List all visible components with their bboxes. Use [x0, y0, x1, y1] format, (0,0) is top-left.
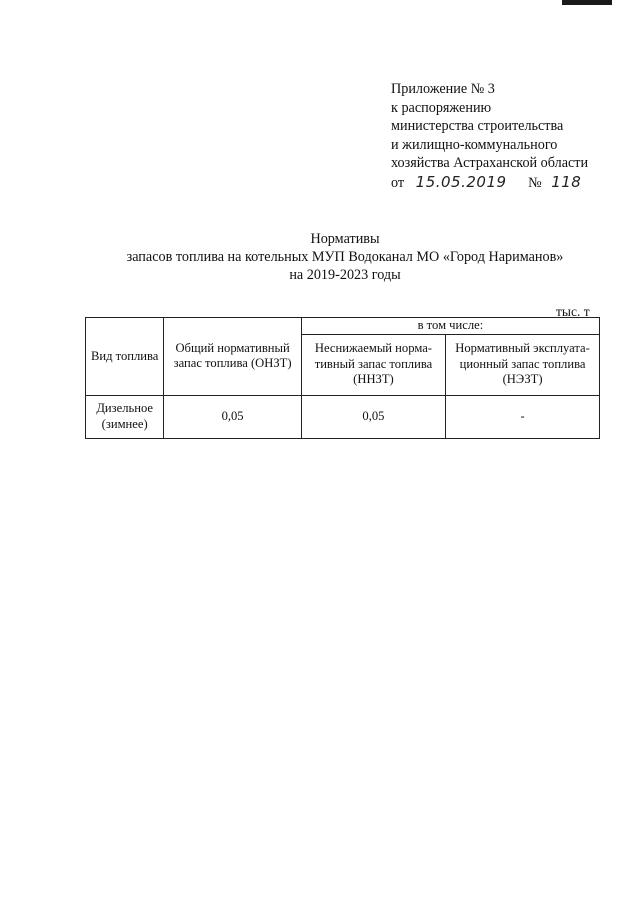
handwritten-date: 15.05.2019 [415, 172, 507, 191]
title-line: на 2019-2023 годы [289, 267, 401, 283]
appendix-line: и жилищно-коммунального [391, 136, 558, 153]
header-total-reserve: Общий нормативный запас топлива (ОНЗТ) [164, 318, 301, 396]
title-line: запасов топлива на котельных МУП Водоканал МО «Город Нариманов» [126, 249, 564, 265]
document-title [90, 230, 600, 284]
cell-nezt: - [446, 395, 600, 438]
date-prefix: от [391, 174, 405, 191]
appendix-line: хозяйства Астраханской области [391, 155, 589, 171]
appendix-date-line [391, 173, 588, 193]
header-nezt: Нормативный эксплуата-ционный запас топлива (НЭЗТ) [446, 334, 600, 395]
cell-total: 0,05 [164, 395, 301, 438]
table-row [86, 395, 600, 438]
number-prefix: № [528, 174, 542, 191]
header-nnzt: Неснижаемый норма-тивный запас топлива (ННЗТ) [301, 334, 445, 395]
title-line: Нормативы [310, 231, 380, 247]
handwritten-number: 118 [551, 172, 582, 191]
appendix-line: Приложение № 3 [391, 81, 495, 97]
units-label: тыс. т [556, 304, 590, 319]
header-including: в том числе: [301, 318, 599, 335]
header-fuel-type: Вид топлива [86, 318, 164, 396]
appendix-line: министерства строительства [391, 118, 564, 134]
appendix-block [391, 80, 588, 192]
cell-fuel-type: Дизельное (зимнее) [86, 395, 164, 438]
scan-edge-mark [562, 0, 612, 5]
appendix-line: к распоряжению [391, 99, 492, 116]
cell-nnzt: 0,05 [301, 395, 445, 438]
fuel-norms-table [85, 317, 600, 439]
